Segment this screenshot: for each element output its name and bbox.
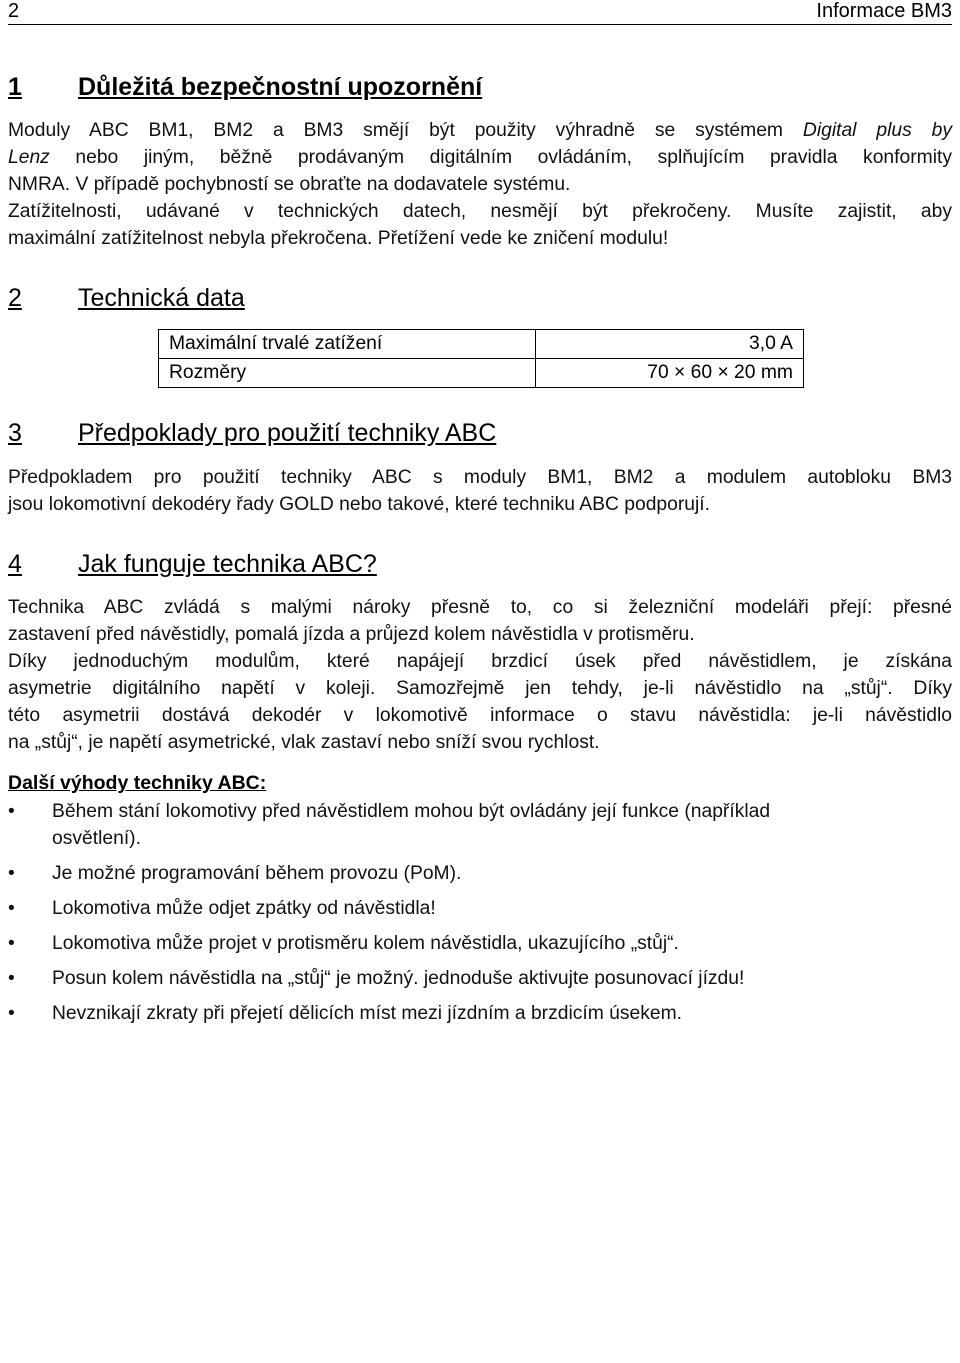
list-item: • Lokomotiva může odjet zpátky od návěstidla! <box>8 895 952 922</box>
section-title: Předpoklady pro použití techniky ABC <box>78 419 497 447</box>
list-item: • Nevznikají zkraty při přejetí dělicích míst mezi jízdním a brzdicím úsekem. <box>8 1000 952 1027</box>
section-3-text <box>8 464 952 518</box>
table-row <box>159 359 804 388</box>
section-title: Jak funguje technika ABC? <box>78 550 377 578</box>
section-title: Technická data <box>78 284 245 312</box>
text-line: na „stůj“, je napětí asymetrické, vlak zastaví nebo sníží svou rychlost. <box>8 732 600 753</box>
bullet-icon: • <box>8 801 15 822</box>
section-title: Důležitá bezpečnostní upozornění <box>78 73 483 101</box>
section-1-text <box>8 117 952 252</box>
table-cell-label: Rozměry <box>159 359 536 388</box>
page-header <box>8 0 952 25</box>
text-line: Lenz nebo jiným, běžně prodávaným digitálním ovládáním, splňujícím pravidla konformity <box>8 147 952 168</box>
text-line: Předpokladem pro použití techniky ABC s moduly BM1, BM2 a modulem autobloku BM3 <box>8 467 952 488</box>
text-line: Moduly ABC BM1, BM2 a BM3 smějí být použity výhradně se systémem Digital plus by <box>8 120 952 141</box>
list-item: • Posun kolem návěstidla na „stůj“ je možný. jednoduše aktivujte posunovací jízdu! <box>8 965 952 992</box>
text-line: maximální zatížitelnost nebyla překročena. Přetížení vede ke zničení modulu! <box>8 228 669 249</box>
text-line: této asymetrii dostává dekodér v lokomotivě informace o stavu návěstidla: je-li návěstidlo <box>8 705 952 726</box>
bullet-icon: • <box>8 1003 15 1024</box>
advantages-list <box>8 798 952 1035</box>
text-line: jsou lokomotivní dekodéry řady GOLD nebo takové, které techniku ABC podporují. <box>8 494 711 515</box>
table-cell-value: 70 × 60 × 20 mm <box>535 359 803 388</box>
advantages-heading: Další výhody techniky ABC: <box>8 772 267 794</box>
text-line: NMRA. V případě pochybností se obraťte na dodavatele systému. <box>8 174 571 195</box>
section-4-text <box>8 594 952 756</box>
table-cell-value: 3,0 A <box>535 330 803 359</box>
table-cell-label: Maximální trvalé zatížení <box>159 330 536 359</box>
text-line: Díky jednoduchým modulům, které napájejí brzdicí úsek před návěstidlem, je získána <box>8 651 952 672</box>
bullet-icon: • <box>8 863 15 884</box>
text-line: Zatížitelnosti, udávané v technických datech, nesmějí být překročeny. Musíte zajistit, aby <box>8 201 952 222</box>
table-row <box>159 330 804 359</box>
list-item: • Lokomotiva může projet v protisměru kolem návěstidla, ukazujícího „stůj“. <box>8 930 952 957</box>
bullet-icon: • <box>8 968 15 989</box>
list-item: • Je možné programování během provozu (PoM). <box>8 860 952 887</box>
text-line: Technika ABC zvládá s malými nároky přesně to, co si železniční modeláři přejí: přesné <box>8 597 952 618</box>
bullet-icon: • <box>8 898 15 919</box>
section-number: 4 <box>8 550 22 578</box>
technical-data-table <box>158 329 804 388</box>
section-number: 2 <box>8 284 22 312</box>
section-number: 1 <box>8 73 22 101</box>
text-line: asymetrie digitálního napětí v koleji. Samozřejmě jen tehdy, je-li návěstidlo na „stůj“. Díky <box>8 678 952 699</box>
text-line: zastavení před návěstidly, pomalá jízda a průjezd kolem návěstidla v protisměru. <box>8 624 695 645</box>
list-item: • Během stání lokomotivy před návěstidlem mohou být ovládány její funkce (například osvětlení). <box>8 798 952 852</box>
page-number: 2 <box>8 0 20 22</box>
header-title: Informace BM3 <box>816 0 952 22</box>
bullet-icon: • <box>8 933 15 954</box>
section-number: 3 <box>8 419 22 447</box>
